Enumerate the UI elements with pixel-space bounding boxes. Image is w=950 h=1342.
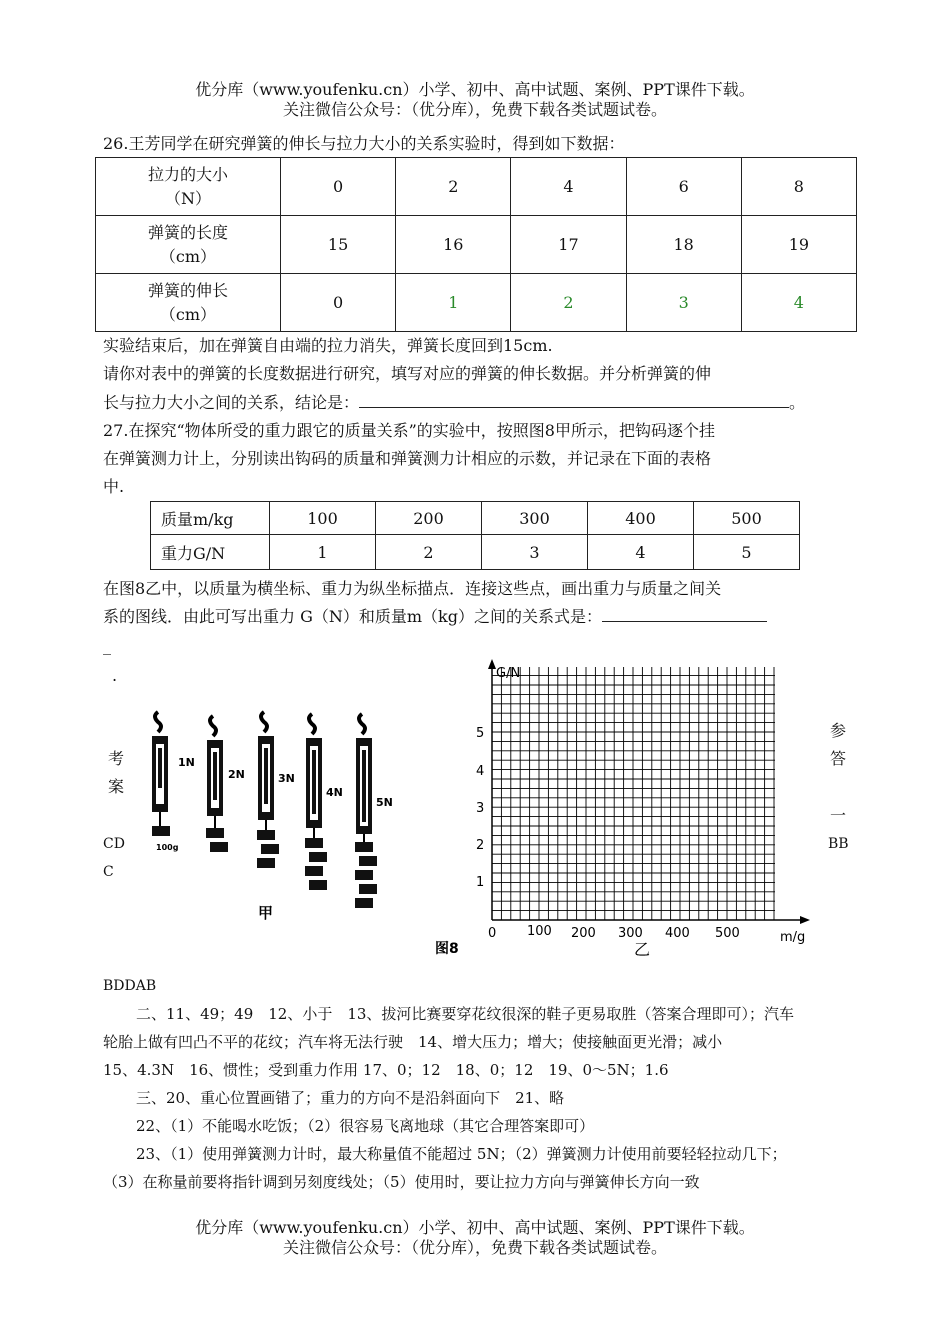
side-right-1: 参 <box>830 721 847 740</box>
q26-cell: 16 <box>396 216 511 274</box>
gn-grid-chart <box>430 655 820 965</box>
x-axis-label: m/g <box>780 930 806 945</box>
q27-after-2 <box>103 603 767 631</box>
q26-label-unit: （cm） <box>159 304 217 324</box>
q26-row-label <box>96 158 281 216</box>
y-axis-label: G/N <box>496 666 521 681</box>
spring-label-4: 4N <box>326 786 343 799</box>
answer-line-2: 轮胎上做有凹凸不平的花纹；汽车将无法行驶 14、增大压力；增大；使接触面更光滑；减小 <box>103 1033 723 1051</box>
q26-answer-cell: 2 <box>511 274 626 332</box>
q27-formula-label: 系的图线．由此可写出重力 G（N）和质量m（kg）之间的关系式是： <box>103 607 602 626</box>
x-tick: 0 <box>488 926 497 941</box>
weight-label: 100g <box>156 843 179 852</box>
footer-line-2: 关注微信公众号：（优分库），免费下载各类试题试卷。 <box>282 1238 667 1257</box>
answer-line-3: 15、4.3N 16、惯性；受到重力作用 17、0；12 18、0；12 19、0～5N；1.6 <box>103 1061 669 1079</box>
spring-scale-5 <box>355 714 393 908</box>
y-tick: 1 <box>476 875 485 890</box>
spring-scale-3 <box>257 712 295 868</box>
q26-row-length <box>96 216 857 274</box>
q26-after-3 <box>103 389 805 417</box>
header-line-1: 优分库（www.youfenku.cn）小学、初中、高中试题、案例、PPT课件下载。 <box>195 80 755 99</box>
answer-line-1: 二、11、49；49 12、小于 13、拔河比赛要穿花纹很深的鞋子更易取胜（答案合理即可）；汽车 <box>136 1005 794 1023</box>
q27-cell: 1 <box>270 535 376 570</box>
q27-after-3: _ <box>103 636 111 655</box>
spring-scales-figure <box>140 700 410 930</box>
side-right-3: 一 <box>830 806 847 825</box>
side-left-2: 案 <box>108 777 125 796</box>
spring-scale-1 <box>152 712 195 852</box>
q27-table <box>150 501 800 570</box>
q26-label-main: 拉力的大小 <box>147 164 228 184</box>
q26-conclusion-blank[interactable] <box>359 389 789 408</box>
answer-line-5: 22、（1）不能喝水吃饭；（2）很容易飞离地球（其它合理答案即可） <box>136 1117 595 1135</box>
spring-scale-2 <box>206 716 245 852</box>
answer-line-7: （3）在称量前要将指针调到另刻度线处；（5）使用时，要让拉力方向与弹簧伸长方向一致 <box>103 1173 700 1191</box>
side-left-1: 考 <box>108 749 125 768</box>
q27-cell: 100 <box>270 502 376 535</box>
x-tick: 100 <box>527 924 552 939</box>
q26-cell: 4 <box>511 158 626 216</box>
side-right-2: 答 <box>830 749 847 768</box>
spring-label-3: 3N <box>278 772 295 785</box>
q26-label-unit: （N） <box>164 188 211 208</box>
q26-answer-cell: 1 <box>396 274 511 332</box>
answer-bddab: BDDAB <box>103 978 157 994</box>
q26-after-1: 实验结束后，加在弹簧自由端的拉力消失，弹簧长度回到15cm. <box>103 336 553 355</box>
q26-after-2: 请你对表中的弹簧的长度数据进行研究，填写对应的弹簧的伸长数据。并分析弹簧的伸 <box>103 364 712 383</box>
spring-scale-4 <box>305 714 343 890</box>
q27-cell: 4 <box>588 535 694 570</box>
header-line-2: 关注微信公众号：（优分库），免费下载各类试题试卷。 <box>282 100 667 119</box>
y-axis-arrow-icon <box>488 659 496 669</box>
q27-row-label: 质量m/kg <box>151 502 270 535</box>
figure-8-label: 图8 <box>435 941 459 957</box>
spring-label-2: 2N <box>228 768 245 781</box>
q27-row-label: 重力G/N <box>151 535 270 570</box>
q26-answer-cell: 4 <box>741 274 856 332</box>
yi-label: 乙 <box>634 940 651 959</box>
spring-label-5: 5N <box>376 796 393 809</box>
y-tick: 2 <box>476 838 485 853</box>
q26-label-main: 弹簧的伸长 <box>147 280 228 300</box>
q26-cell: 2 <box>396 158 511 216</box>
q27-cell: 400 <box>588 502 694 535</box>
q27-cell: 500 <box>694 502 800 535</box>
jia-label: 甲 <box>258 904 274 922</box>
q26-label-main: 弹簧的长度 <box>147 222 228 242</box>
q27-cell: 2 <box>376 535 482 570</box>
q26-cell: 0 <box>281 274 396 332</box>
q26-conclusion-label: 长与拉力大小之间的关系，结论是： <box>103 393 360 412</box>
q26-row-force <box>96 158 857 216</box>
q27-cell: 3 <box>482 535 588 570</box>
footer-line-1: 优分库（www.youfenku.cn）小学、初中、高中试题、案例、PPT课件下载。 <box>195 1218 755 1237</box>
q27-after-1: 在图8乙中，以质量为横坐标、重力为纵坐标描点．连接这些点，画出重力与质量之间关 <box>103 579 722 598</box>
q27-stem-1: 27.在探究“物体所受的重力跟它的质量关系”的实验中，按照图8甲所示，把钩码逐个挂 <box>103 421 715 440</box>
q26-stem: 26.王芳同学在研究弹簧的伸长与拉力大小的关系实验时，得到如下数据： <box>103 134 625 153</box>
q26-answer-cell: 3 <box>626 274 741 332</box>
q26-cell: 0 <box>281 158 396 216</box>
q26-table <box>95 157 857 332</box>
y-tick: 3 <box>476 801 485 816</box>
q27-after-4: . <box>112 666 118 685</box>
x-tick: 400 <box>665 926 690 941</box>
q26-cell: 19 <box>741 216 856 274</box>
answer-line-6: 23、（1）使用弹簧测力计时，最大称量值不能超过 5N；（2）弹簧测力计使用前要轻轻拉动几下； <box>136 1145 787 1163</box>
q26-row-extension <box>96 274 857 332</box>
y-tick: 4 <box>476 764 485 779</box>
q27-cell: 200 <box>376 502 482 535</box>
q26-cell: 8 <box>741 158 856 216</box>
q26-conclusion-end: 。 <box>789 393 806 412</box>
q27-formula-blank[interactable] <box>602 603 767 622</box>
answer-cdc-2: C <box>103 864 114 880</box>
q27-stem-2: 在弹簧测力计上，分别读出钩码的质量和弹簧测力计相应的示数，并记录在下面的表格 <box>103 449 712 468</box>
answer-line-4: 三、20、重心位置画错了；重力的方向不是沿斜面向下 21、略 <box>136 1089 565 1107</box>
q26-cell: 6 <box>626 158 741 216</box>
q26-cell: 15 <box>281 216 396 274</box>
q27-stem-3: 中. <box>103 477 125 496</box>
q27-cell: 5 <box>694 535 800 570</box>
x-tick: 200 <box>571 926 596 941</box>
q27-cell: 300 <box>482 502 588 535</box>
grid-lines <box>492 667 775 920</box>
q26-row-label <box>96 216 281 274</box>
q26-cell: 17 <box>511 216 626 274</box>
q26-cell: 18 <box>626 216 741 274</box>
x-tick: 300 <box>618 926 643 941</box>
q27-row-weight <box>151 535 800 570</box>
answer-bb: BB <box>828 836 849 852</box>
y-tick: 5 <box>476 726 485 741</box>
q27-row-mass <box>151 502 800 535</box>
x-tick: 500 <box>715 926 740 941</box>
x-axis-arrow-icon <box>800 916 810 924</box>
q26-label-unit: （cm） <box>159 246 217 266</box>
q26-row-label <box>96 274 281 332</box>
answer-cdc-1: CD <box>103 836 125 852</box>
spring-label-1: 1N <box>178 756 195 769</box>
